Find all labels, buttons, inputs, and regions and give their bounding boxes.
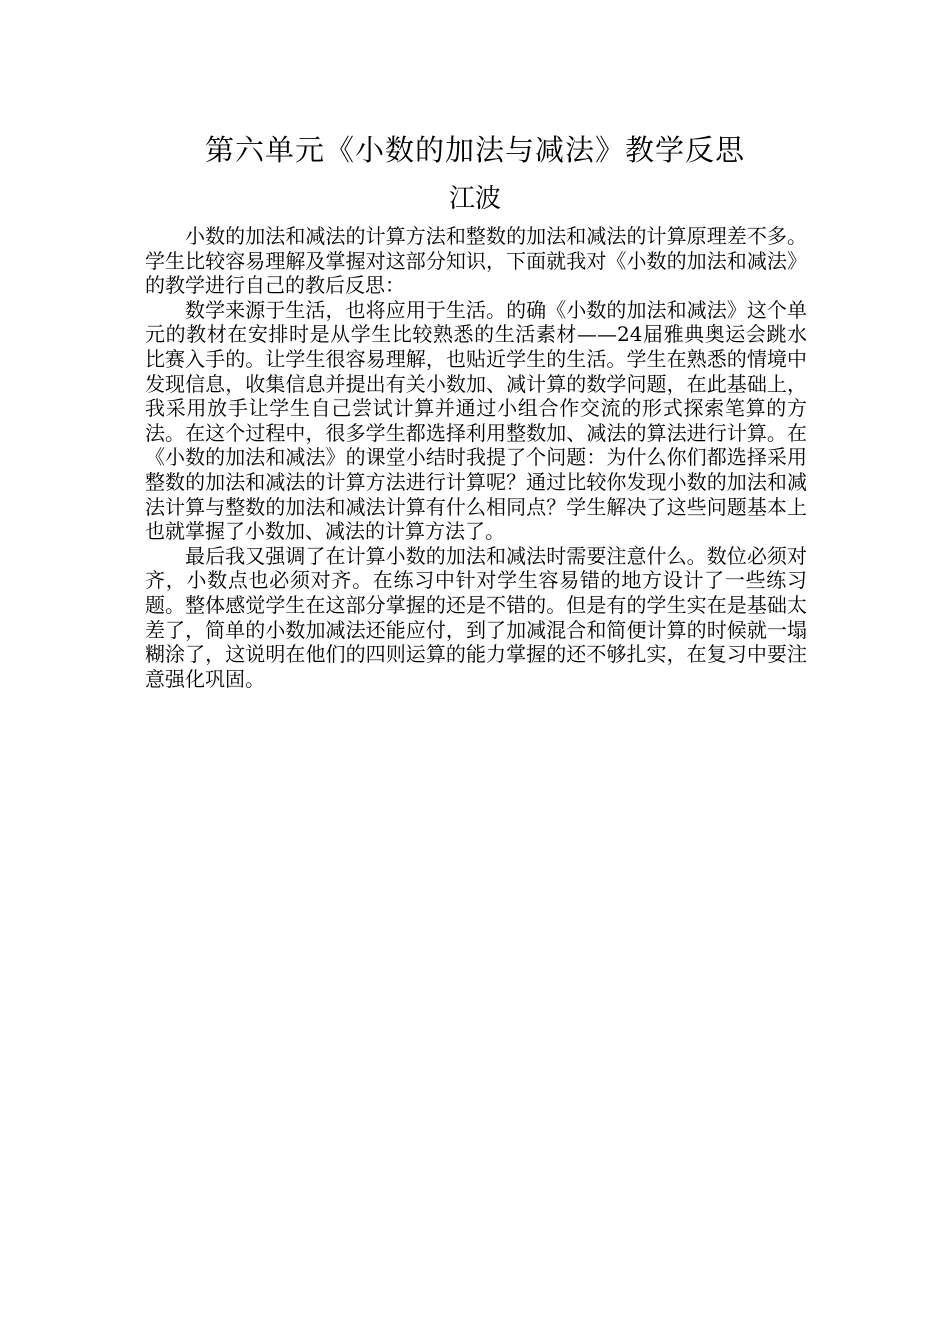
document-title: 第六单元《小数的加法与减法》教学反思 bbox=[204, 133, 745, 167]
document-author: 江波 bbox=[448, 184, 501, 214]
document-body bbox=[145, 224, 807, 691]
body-paragraph-3: 最后我又强调了在计算小数的加法和减法时需要注意什么。数位必须对齐，小数点也必须对齐。在练习中针对学生容易错的地方设计了一些练习题。整体感觉学生在这部分掌握的还是不错的。但是有的学生实在是基础太差了，简单的小数加减法还能应付，到了加减混合和简便计算的时候就一塌糊涂了，这说明在他们的四则运算的能力掌握的还不够扎实，在复习中要注意强化巩固。 bbox=[145, 543, 807, 691]
body-paragraph-2: 数学来源于生活，也将应用于生活。的确《小数的加法和减法》这个单元的教材在安排时是从学生比较熟悉的生活素材——24届雅典奥运会跳水比赛入手的。让学生很容易理解，也贴近学生的生活。学生在熟悉的情境中发现信息，收集信息并提出有关小数加、减计算的数学问题，在此基础上，我采用放手让学生自己尝试计算并通过小组合作交流的形式探索笔算的方法。在这个过程中，很多学生都选择利用整数加、减法的算法进行计算。在《小数的加法和减法》的课堂小结时我提了个问题：为什么你们都选择采用整数的加法和减法的计算方法进行计算呢？通过比较你发现小数的加法和减法计算与整数的加法和减法计算有什么相同点？学生解决了这些问题基本上也就掌握了小数加、减法的计算方法了。 bbox=[145, 297, 807, 544]
body-paragraph-1: 小数的加法和减法的计算方法和整数的加法和减法的计算原理差不多。学生比较容易理解及掌握对这部分知识，下面就我对《小数的加法和减法》的教学进行自己的教后反思： bbox=[145, 224, 807, 298]
